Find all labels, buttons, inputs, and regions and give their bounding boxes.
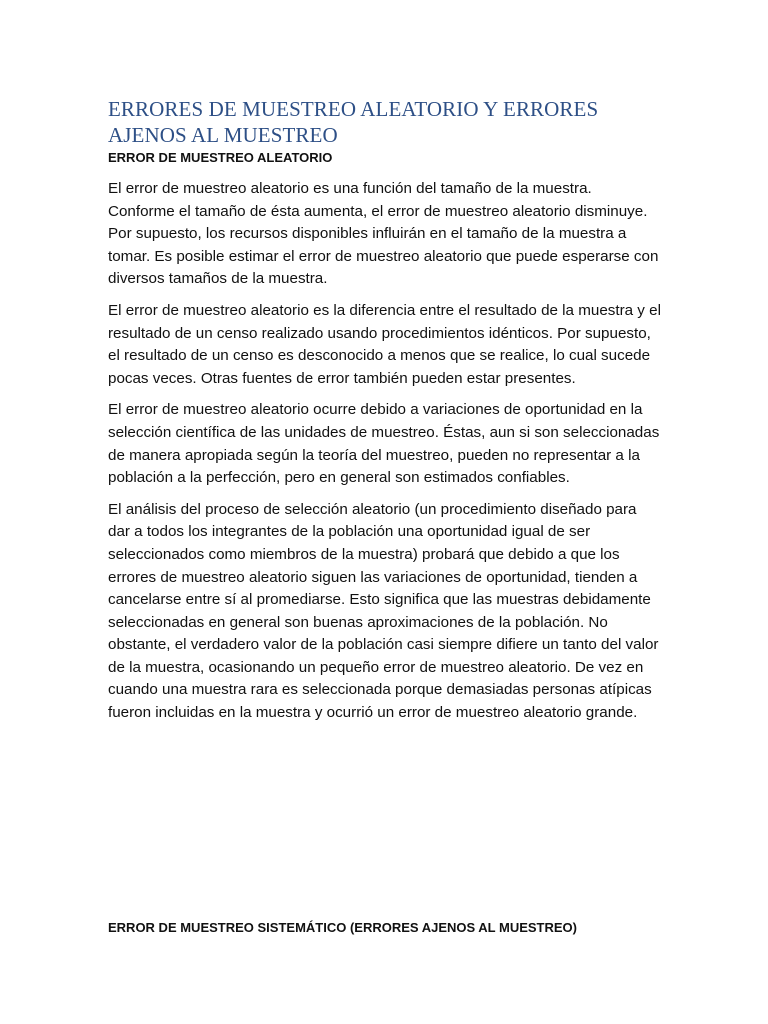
paragraph-1: El error de muestreo aleatorio es una función del tamaño de la muestra. Conforme el tamaño de ésta aumenta, el error de muestreo aleatorio disminuye. Por supuesto, los recursos disponibles influirán en el tamaño de la muestra a tomar. Es posible estimar el error de muestreo aleatorio que puede esperarse con diversos tamaños de la muestra. — [108, 180, 659, 288]
paragraph-4: El análisis del proceso de selección aleatorio (un procedimiento diseñado para dar a todos los integrantes de la población una oportunidad igual de ser seleccionados como miembros de la muestra) probará que debido a que los errores de muestreo aleatorio siguen las variaciones de oportunidad, tienden a cancelarse entre sí al promediarse. Esto significa que las muestras debidamente seleccionadas en general son buenas aproximaciones de la población. No obstante, el verdadero valor de la población casi siempre difiere un tanto del valor de la muestra, ocasionando un pequeño error de muestreo aleatorio. De vez en cuando una muestra rara es seleccionada porque demasiadas personas atípicas fueron incluidas en la muestra y ocurrió un error de muestreo aleatorio grande. — [108, 500, 659, 722]
document-title: ERRORES DE MUESTREO ALEATORIO Y ERRORES AJENOS AL MUESTREO — [108, 97, 599, 147]
section-heading-systematic-error: ERROR DE MUESTREO SISTEMÁTICO (ERRORES AJENOS AL MUESTREO) — [108, 920, 578, 935]
section-heading-random-error: ERROR DE MUESTREO ALEATORIO — [108, 150, 333, 165]
paragraph-2: El error de muestreo aleatorio es la diferencia entre el resultado de la muestra y el resultado de un censo realizado usando procedimientos idénticos. Por supuesto, el resultado de un censo es desconocido a menos que se realice, lo cual sucede pocas veces. Otras fuentes de error también pueden estar presentes. — [108, 301, 661, 387]
paragraph-3: El error de muestreo aleatorio ocurre debido a variaciones de oportunidad en la selección científica de las unidades de muestreo. Éstas, aun si son seleccionadas de manera apropiada según la teoría del muestreo, pueden no representar a la población a la perfección, pero en general son estimados confiables. — [108, 401, 660, 487]
